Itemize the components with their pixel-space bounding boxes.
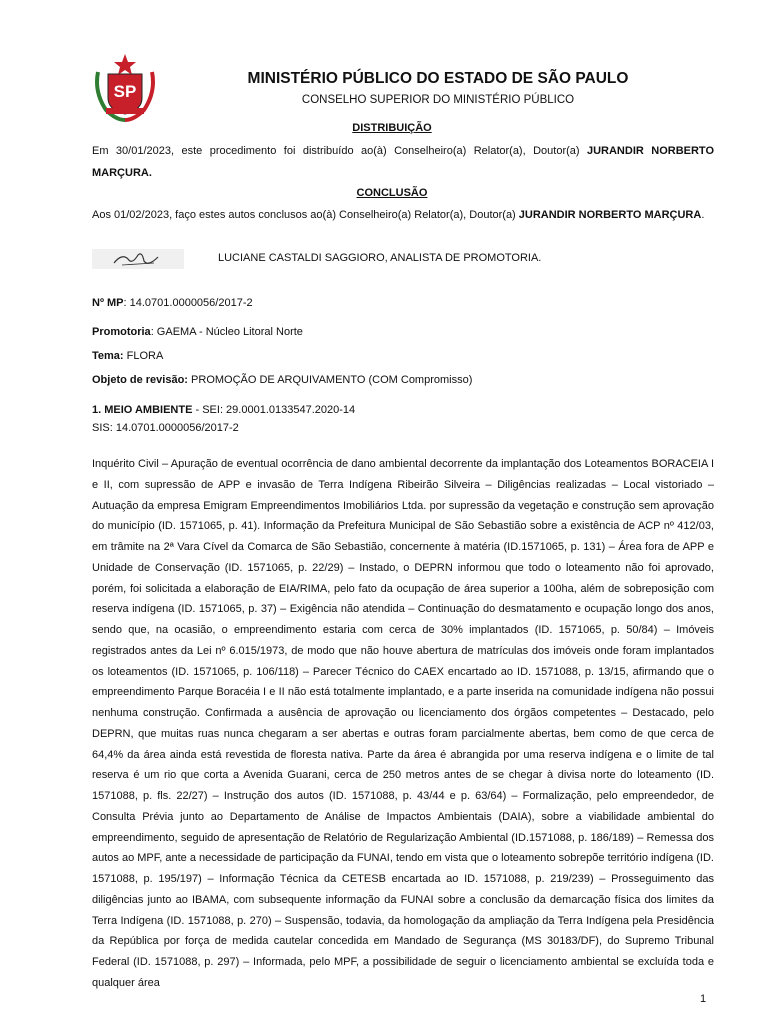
distribuicao-text: Em 30/01/2023, este procedimento foi distribuído ao(à) Conselheiro(a) Relator(a), Doutor(a) xyxy=(92,145,587,157)
signature-image xyxy=(92,249,184,269)
mp-number xyxy=(92,297,253,309)
header-title: MINISTÉRIO PÚBLICO DO ESTADO DE SÃO PAULO xyxy=(247,70,629,87)
signatory-name: LUCIANE CASTALDI SAGGIORO, ANALISTA DE PROMOTORIA. xyxy=(218,252,542,264)
body-paragraph: Inquérito Civil – Apuração de eventual ocorrência de dano ambiental decorrente da implantação dos Loteamentos BORACEIA I e II, com supressão de APP e invasão de Terra Indígena Ribeirão Silveira – Diligências realizadas – Local vistoriado – Autuação da empresa Emigram Empreendimentos Imobiliários Ltda. por supressão da vegetação e construção sem aprovação do município (ID. 1571065, p. 41). Informação da Prefeitura Municipal de São Sebastião sobre a existência de ACP nº 412/03, em trâmite na 2ª Vara Cível da Comarca de São Sebastião, concernente à matéria (ID.1571065, p. 131) – Área fora de APP e Unidade de Conservação (ID. 1571065, p. 22/29) – Instado, o DEPRN informou que todo o loteamento não foi aprovado, porém, foi solicitada a elaboração de EIA/RIMA, pelo fato da ocupação de área superior a 100ha, além de sobreposição com reserva indígena (ID. 1571065, p. 37) – Exigência não atendida – Continuação do desmatamento e ocupação longo dos anos, sendo que, na ocasião, o empreendimento estaria com cerca de 30% implantados (ID. 1571065, p. 50/84) – Imóveis registrados antes da Lei nº 6.015/1973, de modo que não houve abertura de matrículas dos imóveis onde foram implantados os loteamentos (ID. 1571065, p. 106/118) – Parecer Técnico do CAEX encartado ao ID. 1571088, p. 13/15, afirmando que o empreendimento Parque Boracéia I e II não está totalmente implantado, e a parte inserida na comunidade indígena não possui nenhuma construção. Confirmada a ausência de aprovação ou licenciamento dos órgãos competentes – Destacado, pelo DEPRN, que muitas ruas nunca chegaram a ser abertas e outras foram parcialmente abertas, bem como de que cerca de 64,4% da área ainda está revestida de floresta nativa. Parte da área é abrangida por uma reserva indígena e o limite de tal reserva é um rio que corta a Avenida Guarani, cerca de 250 metros antes de se chegar à divisa norte do loteamento (ID. 1571088, p. fls. 22/27) – Instrução dos autos (ID. 1571088, p. 43/44 e p. 63/64) – Formalização, pelo empreendedor, de Consulta Prévia junto ao Departamento de Análise de Impactos Ambientais (DAIA), sobre a viabilidade ambiental do empreendimento, seguido de apresentação de Relatório de Regularização Ambiental (ID.1571088, p. 186/189) – Remessa dos autos ao MPF, ante a necessidade de participação da FUNAI, tendo em vista que o loteamento sobrepõe território indígena (ID. 1571088, p. 195/197) – Informação Técnica da CETESB encartada ao ID. 1571088, p. 219/239) – Prosseguimento das diligências junto ao IBAMA, com subsequente informação da FUNAI sobre a conclusão da demarcação física dos limites da Terra Indígena (ID. 1571088, p. 270) – Suspensão, todavia, da homologação da ampliação da Terra Indígena pela Presidência da República por força de medida cautelar concedida em Mandado de Segurança (MS 30183/DF), do Supremo Tribunal Federal (ID. 1571088, p. 297) – Informada, pelo MPF, a possibilidade de seguir o licenciamento ambiental se excluída toda e qualquer área xyxy=(92,458,714,989)
item-label: 1. MEIO AMBIENTE xyxy=(92,404,193,416)
mp-value: : 14.0701.0000056/2017-2 xyxy=(123,297,253,309)
objeto-value: PROMOÇÃO DE ARQUIVAMENTO (COM Compromisso) xyxy=(187,374,473,386)
item-sis: SIS: 14.0701.0000056/2017-2 xyxy=(92,422,239,434)
header-subtitle: CONSELHO SUPERIOR DO MINISTÉRIO PÚBLICO xyxy=(301,94,575,106)
mp-label: Nº MP xyxy=(92,297,124,309)
tema xyxy=(92,350,163,362)
page-number: 1 xyxy=(700,993,707,1005)
item-sei: - SEI: 29.0001.0133547.2020-14 xyxy=(192,404,356,416)
item-heading xyxy=(92,404,355,416)
objeto-label: Objeto de revisão: xyxy=(92,374,188,386)
conclusao-paragraph xyxy=(92,204,714,226)
conclusao-text: Aos 01/02/2023, faço estes autos conclusos ao(à) Conselheiro(a) Relator(a), Doutor(a) xyxy=(92,209,519,221)
relator-name: JURANDIR NORBERTO MARÇURA xyxy=(518,209,702,221)
promotoria xyxy=(92,326,303,338)
distribuicao-paragraph xyxy=(92,140,714,184)
conclusao-heading: CONCLUSÃO xyxy=(356,187,428,199)
tema-label: Tema: xyxy=(92,350,124,362)
promotoria-value: : GAEMA - Núcleo Litoral Norte xyxy=(150,326,303,338)
objeto-revisao xyxy=(92,374,472,386)
relator-name: JURANDIR NORBERTO MARÇURA. xyxy=(92,145,714,179)
tema-value: FLORA xyxy=(123,350,164,362)
promotoria-label: Promotoria xyxy=(92,326,151,338)
conclusao-end: . xyxy=(701,209,705,221)
svg-text:SP: SP xyxy=(113,82,137,101)
sao-paulo-coat-of-arms-logo xyxy=(92,52,158,122)
distribuicao-heading: DISTRIBUIÇÃO xyxy=(352,122,432,134)
